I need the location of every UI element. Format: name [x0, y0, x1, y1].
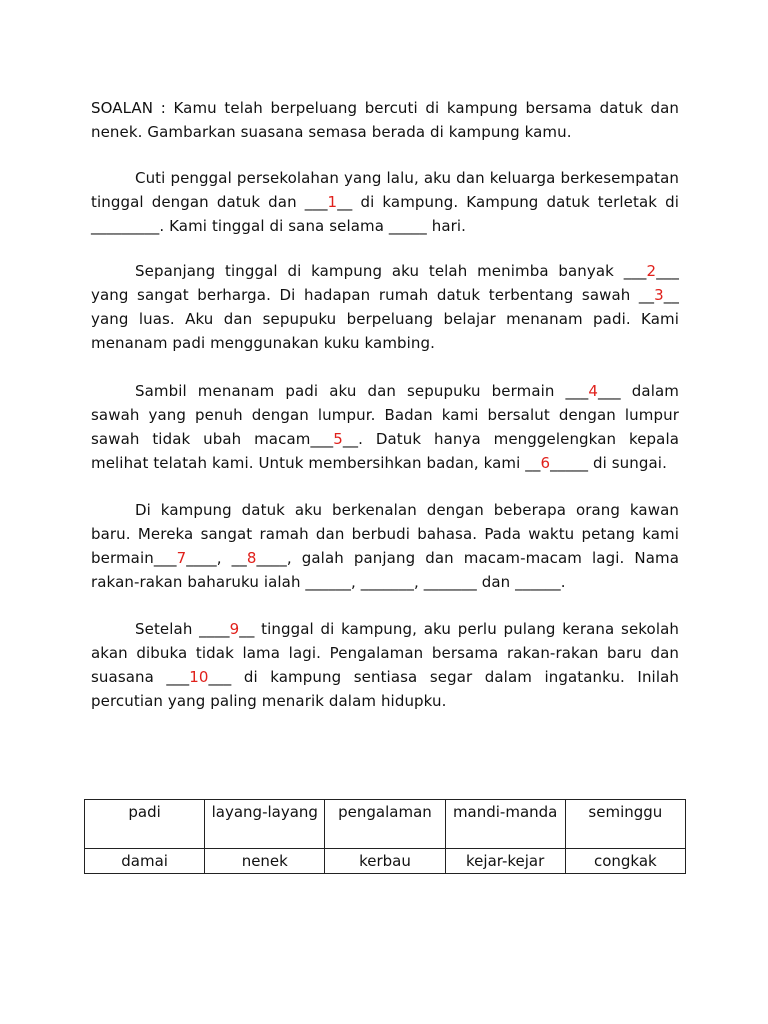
paragraph-text: ____, galah panjang dan macam-macam lagi. Nama rakan-rakan baharuku ialah ______, _______, _______ dan ______.: [91, 549, 679, 591]
blank-number: 9: [229, 620, 240, 638]
table-row: [85, 800, 686, 849]
paragraph-5: [91, 617, 679, 713]
paragraph-text: ___ di kampung sentiasa segar dalam ingatanku. Inilah percutian yang paling menarik dalam hidupku.: [91, 668, 679, 710]
paragraph-text: _____ di sungai.: [550, 454, 667, 472]
blank-number: 4: [588, 382, 598, 400]
blank-number: 1: [327, 193, 338, 211]
paragraph-3: [91, 379, 679, 475]
paragraph-text: __ yang luas. Aku dan sepupuku berpeluang belajar menanam padi. Kami menanam padi menggunakan kuku kambing.: [91, 286, 679, 352]
blank-number: 7: [176, 549, 187, 567]
word-cell: nenek: [205, 849, 325, 874]
blank-number: 2: [646, 262, 657, 280]
blank-number: 8: [246, 549, 257, 567]
paragraph-text: ___ yang sangat berharga. Di hadapan rumah datuk terbentang sawah __: [91, 262, 679, 304]
paragraph-text: Sambil menanam padi aku dan sepupuku bermain ___: [135, 382, 589, 400]
paragraph-4: [91, 498, 679, 594]
word-cell: damai: [85, 849, 205, 874]
word-cell: kerbau: [325, 849, 445, 874]
word-cell: layang-layang: [205, 800, 325, 849]
word-cell: padi: [85, 800, 205, 849]
blank-number: 3: [654, 286, 664, 304]
paragraph-2: [91, 259, 679, 355]
blank-number: 6: [540, 454, 551, 472]
paragraph-text: Cuti penggal persekolahan yang lalu, aku dan keluarga berkesempatan tinggal dengan datuk dan ___: [91, 169, 679, 211]
question-prompt: SOALAN : Kamu telah berpeluang bercuti di kampung bersama datuk dan nenek. Gambarkan suasana semasa berada di kampung kamu.: [91, 99, 679, 141]
paragraph-text: Setelah ____: [135, 620, 230, 638]
paragraph-text: __ di kampung. Kampung datuk terletak di _________. Kami tinggal di sana selama _____ hari.: [91, 193, 679, 235]
paragraph-text: ____, __: [186, 549, 247, 567]
paragraph-text: Sepanjang tinggal di kampung aku telah menimba banyak ___: [135, 262, 647, 280]
paragraph-text: __ tinggal di kampung, aku perlu pulang kerana sekolah akan dibuka tidak lama lagi. Pengalaman bersama rakan-rakan baru dan suasana ___: [91, 620, 679, 686]
word-cell: congkak: [565, 849, 685, 874]
word-cell: seminggu: [565, 800, 685, 849]
paragraph-1: [91, 166, 679, 238]
paragraph-text: Di kampung datuk aku berkenalan dengan beberapa orang kawan baru. Mereka sangat ramah dan berbudi bahasa. Pada waktu petang kami bermain___: [91, 501, 679, 567]
essay-body: [91, 96, 679, 713]
blank-number: 5: [333, 430, 343, 448]
paragraph-text: __. Datuk hanya menggelengkan kepala melihat telatah kami. Untuk membersihkan badan, kami __: [91, 430, 679, 472]
word-bank-table: [84, 799, 686, 874]
word-cell: kejar-kejar: [445, 849, 565, 874]
word-cell: pengalaman: [325, 800, 445, 849]
table-row: [85, 849, 686, 874]
blank-number: 10: [189, 668, 209, 686]
paragraph-text: ___ dalam sawah yang penuh dengan lumpur. Badan kami bersalut dengan lumpur sawah tidak ubah macam___: [91, 382, 679, 448]
word-cell: mandi-manda: [445, 800, 565, 849]
